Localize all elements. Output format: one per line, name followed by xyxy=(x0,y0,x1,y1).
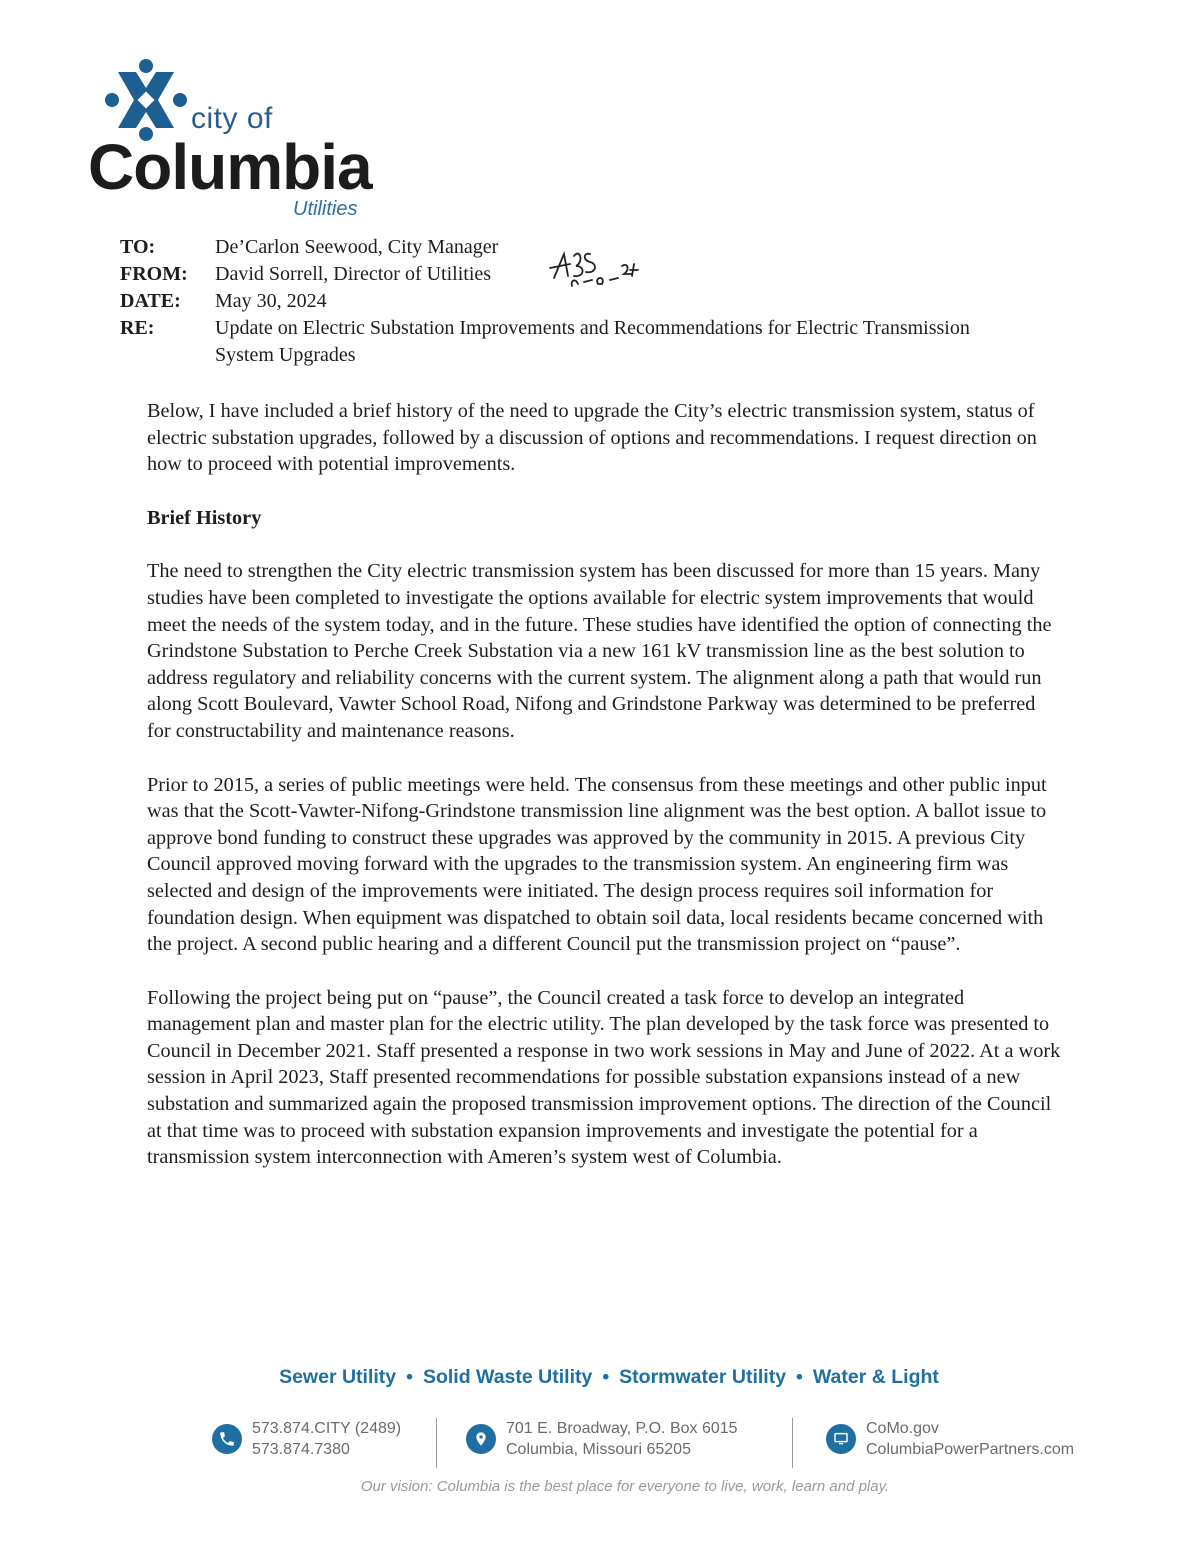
location-pin-icon xyxy=(466,1424,496,1454)
phone-secondary: 573.874.7380 xyxy=(252,1441,350,1458)
section-heading: Brief History xyxy=(147,506,262,529)
monitor-icon xyxy=(826,1424,856,1454)
memo-body xyxy=(147,398,1062,1198)
contact-address xyxy=(466,1418,738,1460)
history-paragraph-2: Prior to 2015, a series of public meetings were held. The consensus from these meetings and other public input was that the Scott-Vawter-Nifong-Grindstone transmission line alignment was the best option. A ballot issue to approve bond funding to construct these upgrades was approved by the community in 2015. A previous City Council approved moving forward with the upgrades to the transmission system. An engineering firm was selected and design of the improvements were initiated. The design process requires soil information for foundation design. When equipment was dispatched to obtain soil data, local residents became concerned with the project. A second public hearing and a different Council put the transmission project on “pause”. xyxy=(147,773,1047,956)
city-logo xyxy=(88,52,388,227)
website-primary[interactable]: CoMo.gov xyxy=(866,1420,939,1437)
address-line-2: Columbia, Missouri 65205 xyxy=(506,1441,691,1458)
re-value: Update on Electric Substation Improvements and Recommendations for Electric Transmission System Upgrades xyxy=(215,317,970,366)
date-value: May 30, 2024 xyxy=(215,290,327,312)
service-sewer: Sewer Utility xyxy=(279,1366,397,1388)
phone-primary: 573.874.CITY (2489) xyxy=(252,1420,402,1437)
footer-divider xyxy=(792,1418,793,1468)
website-secondary[interactable]: ColumbiaPowerPartners.com xyxy=(866,1441,1075,1458)
vision-statement: Our vision: Columbia is the best place for everyone to live, work, learn and play. xyxy=(360,1478,890,1495)
contact-web xyxy=(826,1418,1074,1460)
footer-divider xyxy=(436,1418,437,1468)
to-value: De’Carlon Seewood, City Manager xyxy=(215,236,499,258)
memo-re-row xyxy=(120,315,1020,369)
service-water-light: Water & Light xyxy=(812,1366,939,1388)
separator-dot: • xyxy=(796,1366,803,1388)
date-label: DATE: xyxy=(120,290,181,312)
from-value: David Sorrell, Director of Utilities xyxy=(215,263,492,285)
separator-dot: • xyxy=(406,1366,413,1388)
intro-paragraph: Below, I have included a brief history of the need to upgrade the City’s electric transmission system, status of electric substation upgrades, followed by a discussion of options and recommendations. I request direction on how to proceed with potential improvements. xyxy=(147,400,1037,476)
address-line-1: 701 E. Broadway, P.O. Box 6015 xyxy=(506,1420,738,1437)
separator-dot: • xyxy=(602,1366,610,1388)
to-label: TO: xyxy=(120,236,156,258)
service-stormwater: Stormwater Utility xyxy=(619,1366,787,1388)
logo-city-of: city of xyxy=(191,102,273,135)
re-label: RE: xyxy=(120,317,155,339)
contact-phone xyxy=(212,1418,401,1460)
logo-columbia: Columbia xyxy=(88,131,372,203)
history-paragraph-3: Following the project being put on “pause”, the Council created a task force to develop an integrated management plan and master plan for the electric utility. The plan developed by the task force was presented to Council in December 2021. Staff presented a response in two work sessions in May and June of 2022. At a work session in April 2023, Staff presented recommendations for possible substation expansions instead of a new substation and summarized again the proposed transmission improvement options. The direction of the Council at that time was to proceed with substation expansion improvements and investigate the potential for a transmission system interconnection with Ameren’s system west of Columbia. xyxy=(147,986,1061,1169)
service-solid-waste: Solid Waste Utility xyxy=(422,1366,593,1388)
handwritten-initials xyxy=(540,236,640,296)
logo-utilities: Utilities xyxy=(293,198,358,220)
history-paragraph-1: The need to strengthen the City electric transmission system has been discussed for more than 15 years. Many studies have been completed to investigate the options available for electric system improvements that would meet the needs of the system today, and in the future. These studies have identified the option of connecting the Grindstone Substation to Perche Creek Substation via a new 161 kV transmission line as the best solution to address regulatory and reliability concerns with the current system. The alignment along a path that would run along Scott Boulevard, Vawter School Road, Nifong and Grindstone Parkway was determined to be preferred for constructability and maintenance reasons. xyxy=(147,560,1052,742)
phone-icon xyxy=(212,1424,242,1454)
letterhead-footer xyxy=(0,1366,1200,1495)
services-list xyxy=(0,1366,1200,1389)
from-label: FROM: xyxy=(120,263,188,285)
